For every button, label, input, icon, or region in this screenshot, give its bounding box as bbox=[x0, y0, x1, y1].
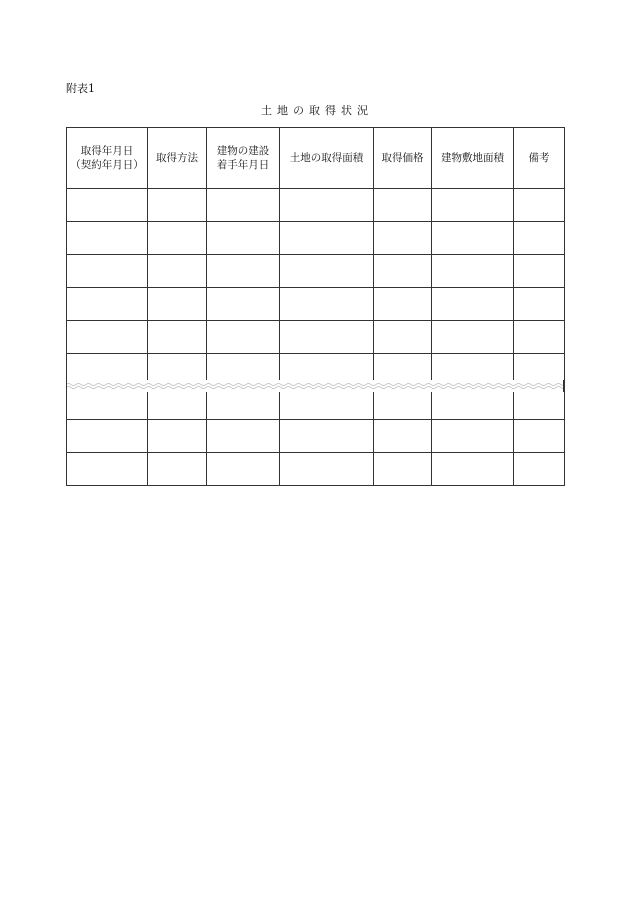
table-cell bbox=[374, 354, 432, 387]
header-building-site-area: 建物敷地面積 bbox=[432, 128, 514, 189]
table-cell bbox=[67, 387, 148, 420]
table-cell bbox=[374, 255, 432, 288]
table-cell bbox=[280, 255, 374, 288]
table-cell bbox=[207, 321, 280, 354]
table-cell bbox=[514, 189, 565, 222]
header-construction-start-date: 建物の建設 着手年月日 bbox=[207, 128, 280, 189]
table-cell bbox=[67, 189, 148, 222]
table-cell bbox=[207, 288, 280, 321]
table-title: 土地の取得状況 bbox=[261, 104, 373, 117]
table-cell bbox=[280, 222, 374, 255]
table-cell bbox=[67, 321, 148, 354]
table-cell bbox=[207, 387, 280, 420]
table-cell bbox=[148, 321, 207, 354]
table-cell bbox=[67, 354, 148, 387]
table-cell bbox=[148, 255, 207, 288]
table-cell bbox=[148, 453, 207, 486]
table-cell bbox=[514, 354, 565, 387]
table-cell bbox=[432, 420, 514, 453]
table-cell bbox=[207, 255, 280, 288]
table-row bbox=[67, 288, 565, 321]
table-cell bbox=[374, 321, 432, 354]
table-cell bbox=[67, 222, 148, 255]
table-cell bbox=[432, 321, 514, 354]
table-cell bbox=[514, 453, 565, 486]
table-cell bbox=[67, 288, 148, 321]
table-cell bbox=[67, 255, 148, 288]
table-cell bbox=[374, 420, 432, 453]
table-cell bbox=[514, 321, 565, 354]
header-acquisition-method: 取得方法 bbox=[148, 128, 207, 189]
table-cell bbox=[432, 288, 514, 321]
table-cell bbox=[207, 222, 280, 255]
table-row bbox=[67, 453, 565, 486]
table-cell bbox=[207, 420, 280, 453]
header-remarks: 備考 bbox=[514, 128, 565, 189]
table-row bbox=[67, 420, 565, 453]
table-cell bbox=[374, 453, 432, 486]
table-cell bbox=[374, 222, 432, 255]
table-row bbox=[67, 321, 565, 354]
table-cell bbox=[207, 354, 280, 387]
table-cell bbox=[432, 354, 514, 387]
table-cell bbox=[280, 321, 374, 354]
table-row bbox=[67, 387, 565, 420]
table-cell bbox=[280, 453, 374, 486]
table-row bbox=[67, 222, 565, 255]
table-cell bbox=[514, 420, 565, 453]
table-cell bbox=[280, 387, 374, 420]
table-cell bbox=[514, 255, 565, 288]
table-cell bbox=[67, 453, 148, 486]
table-cell bbox=[374, 189, 432, 222]
table-cell bbox=[148, 387, 207, 420]
table-cell bbox=[207, 453, 280, 486]
header-land-area: 土地の取得面積 bbox=[280, 128, 374, 189]
table-cell bbox=[514, 222, 565, 255]
table-cell bbox=[432, 453, 514, 486]
table-cell bbox=[148, 189, 207, 222]
table-cell bbox=[148, 420, 207, 453]
table-row bbox=[67, 255, 565, 288]
table-header-row bbox=[67, 128, 565, 189]
table-cell bbox=[374, 387, 432, 420]
table-cell bbox=[432, 387, 514, 420]
table-cell bbox=[432, 189, 514, 222]
table-cell bbox=[280, 420, 374, 453]
acquisition-table bbox=[66, 127, 565, 486]
table-cell bbox=[432, 222, 514, 255]
table-cell bbox=[148, 222, 207, 255]
table-cell bbox=[432, 255, 514, 288]
table-cell bbox=[207, 189, 280, 222]
table-body bbox=[67, 189, 565, 486]
table-cell bbox=[374, 288, 432, 321]
table-cell bbox=[67, 420, 148, 453]
table-row bbox=[67, 189, 565, 222]
header-acquisition-date: 取得年月日 （契約年月日） bbox=[67, 128, 148, 189]
table-cell bbox=[514, 288, 565, 321]
table-cell bbox=[280, 189, 374, 222]
table-cell bbox=[148, 354, 207, 387]
table-cell bbox=[148, 288, 207, 321]
table-cell bbox=[280, 288, 374, 321]
table-cell bbox=[280, 354, 374, 387]
table-cell bbox=[514, 387, 565, 420]
table-row bbox=[67, 354, 565, 387]
header-acquisition-price: 取得価格 bbox=[374, 128, 432, 189]
appendix-label: 附表1 bbox=[66, 82, 95, 95]
